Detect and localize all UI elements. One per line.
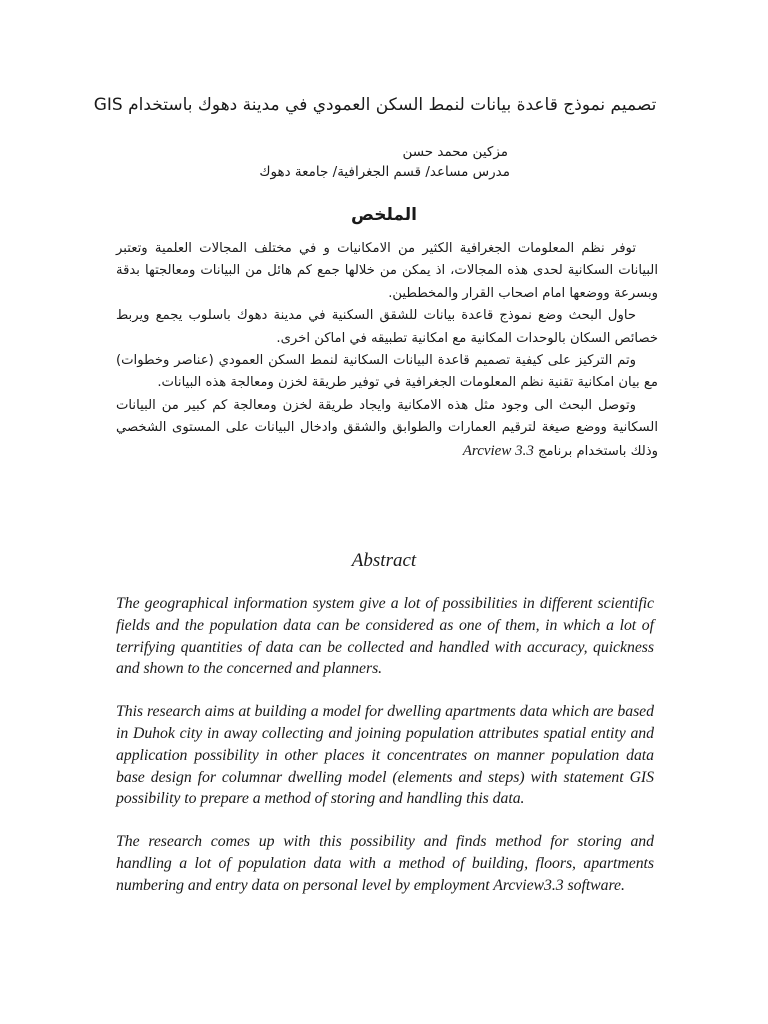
software-name: Arcview 3.3 (462, 442, 534, 459)
english-paragraph-3: The research comes up with this possibility and finds method for storing and handling a lot of population data with a method of building, floors, apartments numbering and entry data on personal level by employment Arcview3.3 software. (116, 833, 654, 894)
english-abstract-heading: Abstract (351, 550, 417, 571)
author-affiliation: مدرس مساعد/ قسم الجغرافية/ جامعة دهوك (259, 164, 510, 180)
arabic-paragraph-4 (116, 395, 658, 463)
arabic-paragraph-4-text: وتوصل البحث الى وجود مثل هذه الامكانية وايجاد طريقة لخزن ومعالجة كم كبير من البيانات السكانية ووضع صيغة لترقيم العمارات والطوابق والشقق وادخال البيانات على المستوى الشخصي وذلك باستخدام برنامج (116, 397, 658, 459)
arabic-abstract-heading: الملخص (351, 205, 417, 225)
arabic-paragraph-2: حاول البحث وضع نموذج قاعدة بيانات للشقق السكنية في مدينة دهوك باسلوب يجمع ويربط خصائص السكان بالوحدات المكانية مع امكانية تطبيقه في اماكن اخرى. (116, 308, 658, 346)
english-paragraph-1: The geographical information system give a lot of possibilities in different scientific fields and the population data can be considered as one of them, in which a lot of terrifying quantities of data can be collected and handled with accuracy, quickness and shown to the concerned and planners. (116, 595, 654, 678)
arabic-paragraph-3: وتم التركيز على كيفية تصميم قاعدة البيانات السكانية لنمط السكن العمودي (عناصر وخطوات) مع بيان امكانية تقنية نظم المعلومات الجغرافية في توفير طريقة لخزن ومعالجة هذه البيانات. (116, 353, 658, 391)
arabic-title: تصميم نموذج قاعدة بيانات لنمط السكن العمودي في مدينة دهوك باستخدام GIS (93, 95, 657, 115)
author-name: مزكين محمد حسن (402, 144, 508, 160)
arabic-paragraph-1: توفر نظم المعلومات الجغرافية الكثير من الامكانيات و في مختلف المجالات العلمية وتعتبر البيانات السكانية لحدى هذه المجالات، اذ يمكن من خلالها جمع كم هائل من البيانات ومعالجتها بدقة وبسرعة ووضعها امام اصحاب القرار والمخططين. (116, 241, 658, 301)
english-paragraph-2: This research aims at building a model for dwelling apartments data which are based in Duhok city in away collecting and joining population attributes spatial entity and application possibility in other places it concentrates on manner population data base design for columnar dwelling model (elements and steps) with statement GIS possibility to prepare a method of storing and handling this data. (116, 703, 654, 808)
arabic-abstract (116, 238, 658, 463)
english-abstract (116, 593, 654, 918)
